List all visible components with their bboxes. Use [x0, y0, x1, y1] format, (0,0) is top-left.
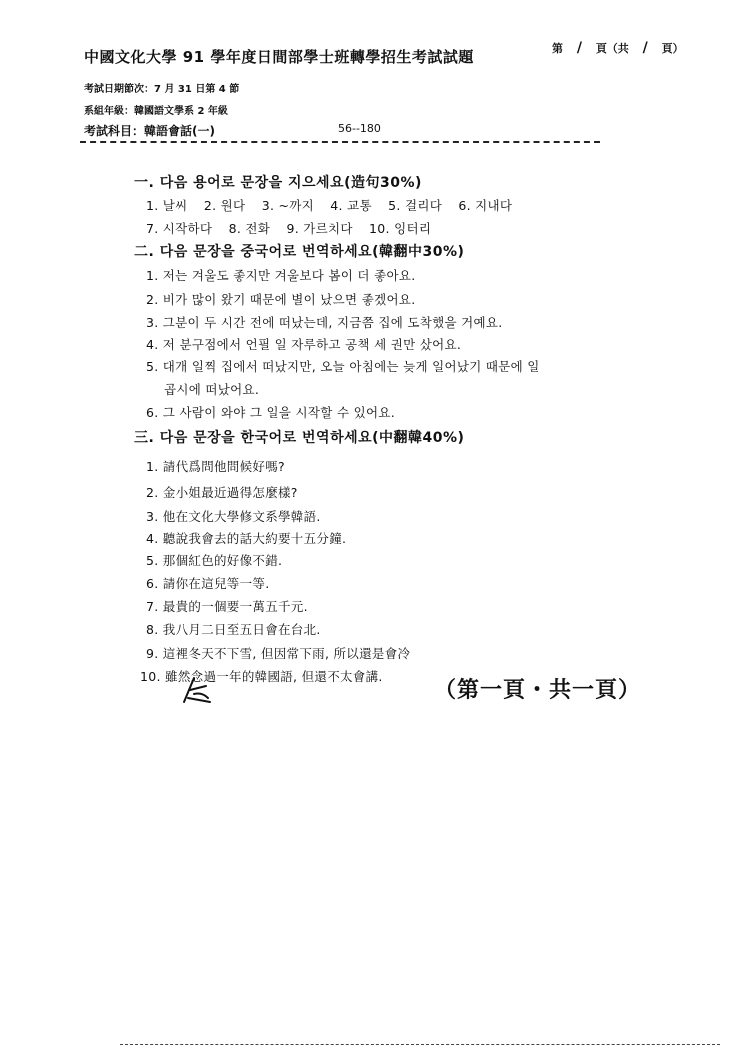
- list-item: 2. 비가 많이 왔기 때문에 별이 났으면 좋겠어요.: [146, 292, 416, 307]
- section-3-heading: 三. 다음 문장을 한국어로 번역하세요(中翻韓40%): [134, 430, 465, 446]
- list-item: 7. 最貴的一個要一萬五千元.: [146, 599, 308, 614]
- subject-name: 韓語會話(一): [144, 124, 215, 138]
- page-suffix: 頁）: [661, 42, 684, 55]
- list-item: 3. 그분이 두 시간 전에 떠났는데, 지금쯤 집에 도착했을 거예요.: [146, 315, 503, 330]
- bottom-divider: [120, 1044, 720, 1045]
- list-item: 2. 원다: [203, 198, 246, 213]
- section-2-heading: 二. 다음 문장을 중국어로 번역하세요(韓翻中30%): [134, 244, 465, 260]
- list-item: 8. 전화: [228, 221, 271, 236]
- list-item: 1. 저는 겨울도 좋지만 겨울보다 봄이 더 좋아요.: [146, 268, 416, 283]
- list-item: 10. 잉터리: [369, 221, 432, 236]
- section-1-row-2: [146, 219, 443, 237]
- exam-date: 考試日期節次：7 月 31 日第 4 節: [84, 84, 240, 95]
- list-item: 10. 雖然念過一年的韓國語, 但還不太會講.: [140, 669, 383, 684]
- exam-code: 56--180: [338, 122, 381, 135]
- list-item: 5. 那個紅色的好像不錯.: [146, 553, 283, 568]
- list-item: 1. 날씨: [146, 198, 188, 213]
- list-item: 9. 這裡冬天不下雪, 但因常下雨, 所以還是會冷: [146, 646, 411, 661]
- subject-label: 考試科目：: [84, 124, 145, 138]
- page-current: /: [576, 40, 582, 56]
- section-1-row-1: [146, 196, 524, 214]
- header-divider: [80, 141, 600, 143]
- page-total: /: [642, 40, 648, 56]
- department: 系組年級：韓國語文學系 2 年級: [84, 106, 228, 117]
- list-item: 8. 我八月二日至五日會在台北.: [146, 622, 321, 637]
- section-1-heading: 一. 다음 용어로 문장을 지으세요(造句30%): [134, 175, 422, 191]
- list-item: 5. 걸리다: [388, 198, 443, 213]
- list-item: 3. 他在文化大學修文系學韓語.: [146, 509, 321, 524]
- page-total-label: 頁（共: [595, 42, 629, 55]
- subject-line: [84, 122, 215, 139]
- list-item: 1. 請代爲問他問候好嗎?: [146, 459, 285, 474]
- list-item: 4. 저 분구점에서 언필 일 자루하고 공책 세 권만 샀어요.: [146, 337, 462, 352]
- list-item: 5. 대개 일찍 집에서 떠났지만, 오늘 아침에는 늦게 일어났기 때문에 일: [146, 359, 540, 374]
- handwritten-mark-icon: [180, 672, 214, 706]
- exam-title: 中國文化大學 91 學年度日間部學士班轉學招生考試試題: [84, 48, 474, 66]
- list-item: 9. 가르치다: [286, 221, 353, 236]
- list-item: 3. ~까지: [261, 198, 315, 213]
- page-number: [552, 40, 684, 56]
- list-item: 2. 金小姐最近過得怎麼樣?: [146, 485, 298, 500]
- page-prefix: 第: [552, 42, 563, 55]
- page-footer: （第一頁・共一頁）: [434, 678, 642, 703]
- list-item: 6. 請你在這兒等一等.: [146, 576, 270, 591]
- list-item: 6. 그 사람이 와야 그 일을 시작할 수 있어요.: [146, 405, 395, 420]
- list-item: 4. 聽說我會去的話大約要十五分鐘.: [146, 531, 347, 546]
- list-item-continuation: 곱시에 떠났어요.: [164, 382, 260, 397]
- list-item: 6. 지내다: [458, 198, 513, 213]
- list-item: 4. 교통: [330, 198, 372, 213]
- list-item: 7. 시작하다: [146, 221, 213, 236]
